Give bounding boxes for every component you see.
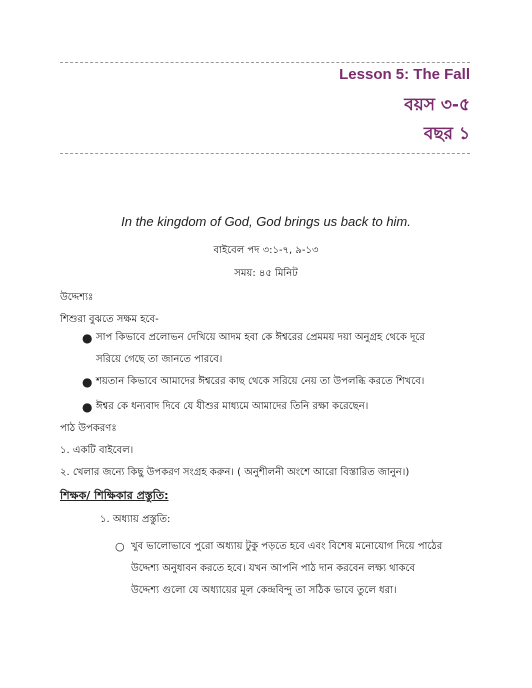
scripture-reference: বাইবেল পদ ৩:১-৭, ৯-১৩ bbox=[213, 245, 319, 256]
preparation-line: উদ্দেশ্য গুলো যে অধ্যায়ের মূল কেন্দ্রবিন্দু তা সঠিক ভাবে তুলে ধরা। bbox=[131, 585, 397, 596]
bottom-divider bbox=[60, 153, 470, 154]
objective-text: ঈশ্বর কে ধন্যবাদ দিবে যে যীশুর মাধ্যমে আমাদের তিনি রক্ষা করেছেন। bbox=[96, 401, 369, 412]
objective-text: সাপ কিভাবে প্রলোভন দেখিয়ে আদম হবা কে ঈশ্বরের প্রেমময় দয়া অনুগ্রহ থেকে দূরে bbox=[96, 332, 425, 343]
preparation-heading: শিক্ষক/ শিক্ষিকার প্রস্তুতি: bbox=[60, 489, 169, 502]
bullet-icon: ● bbox=[82, 331, 93, 345]
age-range: বয়স ৩-৫ bbox=[404, 95, 470, 115]
material-item: ১. একটি বাইবেল। bbox=[60, 445, 134, 456]
year-label: বছর ১ bbox=[423, 124, 470, 144]
objective-text-cont: সরিয়ে গেছে তা জানতে পারবে। bbox=[96, 354, 223, 365]
lesson-theme: In the kingdom of God, God brings us back to him. bbox=[121, 214, 411, 229]
lesson-duration: সময়: ৪৫ মিনিট bbox=[234, 268, 298, 279]
objectives-heading: উদ্দেশ্যঃ bbox=[60, 292, 94, 303]
top-divider bbox=[60, 62, 470, 63]
preparation-line: উদ্দেশ্য অনুধাবন করতে হবে। যখন আপনি পাঠ দান করবেন লক্ষ্য থাকবে bbox=[131, 563, 416, 574]
objectives-intro: শিশুরা বুঝতে সক্ষম হবে- bbox=[60, 314, 159, 325]
circle-bullet-icon: ○ bbox=[115, 540, 125, 553]
material-item: ২. খেলার জন্যে কিছু উপকরণ সংগ্রহ করুন। ( অনুশীলনী অংশে আরো বিস্তারিত জানুন।) bbox=[60, 467, 410, 478]
objective-text: শয়তান কিভাবে আমাদের ঈশ্বরের কাছ থেকে সরিয়ে নেয় তা উপলব্ধি করতে শিখবে। bbox=[96, 376, 425, 387]
lesson-title: Lesson 5: The Fall bbox=[339, 66, 470, 83]
bullet-icon: ● bbox=[82, 400, 93, 414]
objective-item bbox=[82, 371, 425, 393]
preparation-subheading: ১. অধ্যায় প্রস্তুতি: bbox=[100, 514, 171, 525]
materials-heading: পাঠ উপকরণঃ bbox=[60, 423, 117, 434]
preparation-item bbox=[115, 536, 443, 602]
bullet-icon: ● bbox=[82, 375, 93, 389]
objective-item bbox=[82, 396, 369, 418]
preparation-line: খুব ভালোভাবে পুরো অধ্যায় টুকু পড়তে হবে এবং বিশেষ মনোযোগ দিয়ে পাঠের bbox=[131, 541, 443, 552]
objective-item bbox=[82, 327, 425, 371]
